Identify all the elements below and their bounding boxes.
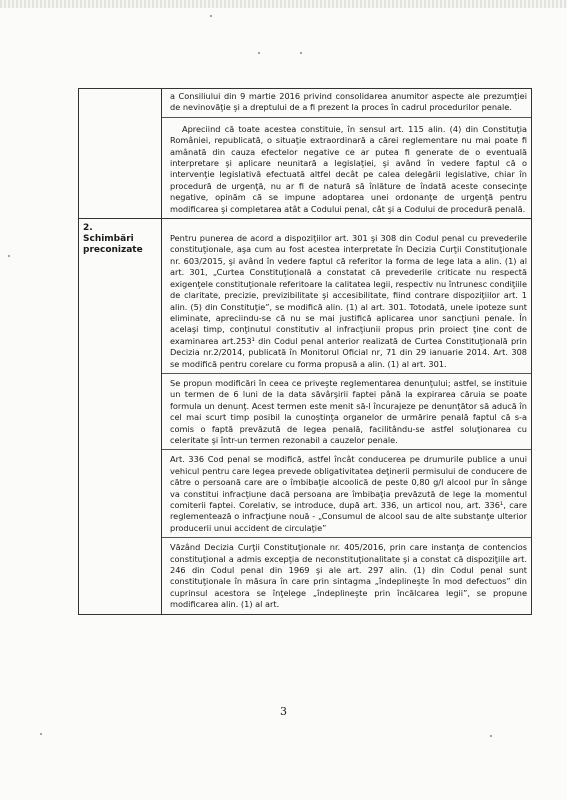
scan-speck	[258, 52, 260, 54]
row-number: 2.	[83, 223, 93, 234]
scan-speck	[490, 735, 492, 737]
paragraph: Art. 336 Cod penal se modifică, astfel încât conducerea pe drumurile publice a unui vehicul pentru care legea prevede obligativitatea deţinerii permisului de conducere de către o persoană care are o îmbibaţie alcoolică de peste 0,80 g/l alcool pur în sânge va constitui infracţiune dacă persoana are îmbibaţia prevăzută de lege la momentul comiterii faptei. Corelativ, se introduce, după art. 336, un articol nou, art. 336¹, care reglementează o infracţiune nouă - „Consumul de alcool sau de alte substanţe ulterior producerii unui accident de circulaţie”	[162, 449, 531, 537]
paragraph: a Consiliului din 9 martie 2016 privind consolidarea anumitor aspecte ale prezumţiei de nevinovăţie şi a dreptului de a fi prezent la proces în cadrul procedurilor penale.	[170, 91, 527, 113]
content-cell	[162, 219, 532, 615]
paragraph: Se propun modificări în ceea ce priveşte reglementarea denunţului; astfel, se instituie un termen de 6 luni de la data săvârşirii faptei până la expirarea căruia se poate formula un denunţ. Acest termen este menit să-l încurajeze pe denunţător să aducă în cel mai scurt timp posibil la cunoştinţa organelor de urmărire penală faptul că s-a comis o faptă prevăzută de legea penală, facilitându-se astfel soluţionarea cu celeritate şi într-un termen rezonabil a cauzelor penale.	[162, 373, 531, 449]
scan-top-edge	[0, 0, 567, 8]
motivation-table	[78, 88, 532, 615]
label-cell	[79, 89, 162, 219]
scan-speck	[40, 733, 42, 735]
page-number: 3	[280, 705, 287, 718]
paragraph: Văzând Decizia Curţii Constituţionale nr. 405/2016, prin care instanţa de contencios constituţional a admis excepţia de neconstituţionalitate şi a constat că dispoziţiile art. 246 din Codul penal din 1969 şi ale art. 297 alin. (1) din Codul penal sunt constituţionale în măsura în care prin sintagma „îndeplineşte în mod defectuos” din cuprinsul acestora se înţelege „îndeplineşte prin încălcarea legii”, se propune modificarea alin. (1) al art.	[162, 537, 531, 613]
paragraph: Pentru punerea de acord a dispoziţiilor art. 301 şi 308 din Codul penal cu prevederile constituţionale, aşa cum au fost acestea interpretate în Decizia Curţii Constituţionale nr. 603/2015, şi având în vedere faptul că referitor la forma de lege lata a alin. (1) al art. 301, „Curtea Constituţională a constatat că prevederile criticate nu respectă exigenţele constituţionale referitoare la calitatea legii, respectiv nu întrunesc condiţiile de claritate, precizie, previzibilitate şi accesibilitate, fiind contrare dispoziţiilor art. 1 alin. (5) din Constituţie”, se modifică alin. (1) al art. 301. Totodată, unele ipoteze sunt eliminate, apreciindu-se că nu se mai justifică aplicarea unor sancţiuni penale. În acelaşi timp, conţinutul constitutiv al infracţiunii propus prin proiect ţine cont de examinarea art.253¹ din Codul penal anterior realizată de Curtea Constituţională prin Decizia nr.2/2014, publicată în Monitorul Oficial nr, 71 din 29 ianuarie 2014. Art. 308 se modifică pentru corelare cu forma propusă a alin. (1) al art. 301.	[170, 233, 527, 369]
scan-speck	[300, 52, 302, 54]
table-row	[79, 219, 532, 615]
content-cell	[162, 89, 532, 219]
label-cell	[79, 219, 162, 615]
scan-speck	[210, 15, 212, 17]
row-label: Schimbări	[83, 234, 134, 245]
table-row	[79, 89, 532, 219]
row-label: preconizate	[83, 245, 143, 256]
scan-speck	[8, 255, 10, 257]
paragraph: Apreciind că toate acestea constituie, în sensul art. 115 alin. (4) din Constituţia României, republicată, o situaţie extraordinară a cărei reglementare nu mai poate fi amânată din cauza efectelor negative ce ar putea fi generate de o eventuală interpretare şi aplicare neunitară a legislaţiei, şi având în vedere faptul că o intervenţie legislativă efectuată altfel decât pe calea delegării legislative, chiar în procedură de urgenţă, nu ar fi de natură să înlăture de îndată aceste consecinţe negative, opinăm că se impune adoptarea unei ordonanţe de urgenţă pentru modificarea şi completarea atât a Codului penal, cât şi a Codului de procedură penală.	[162, 117, 531, 218]
